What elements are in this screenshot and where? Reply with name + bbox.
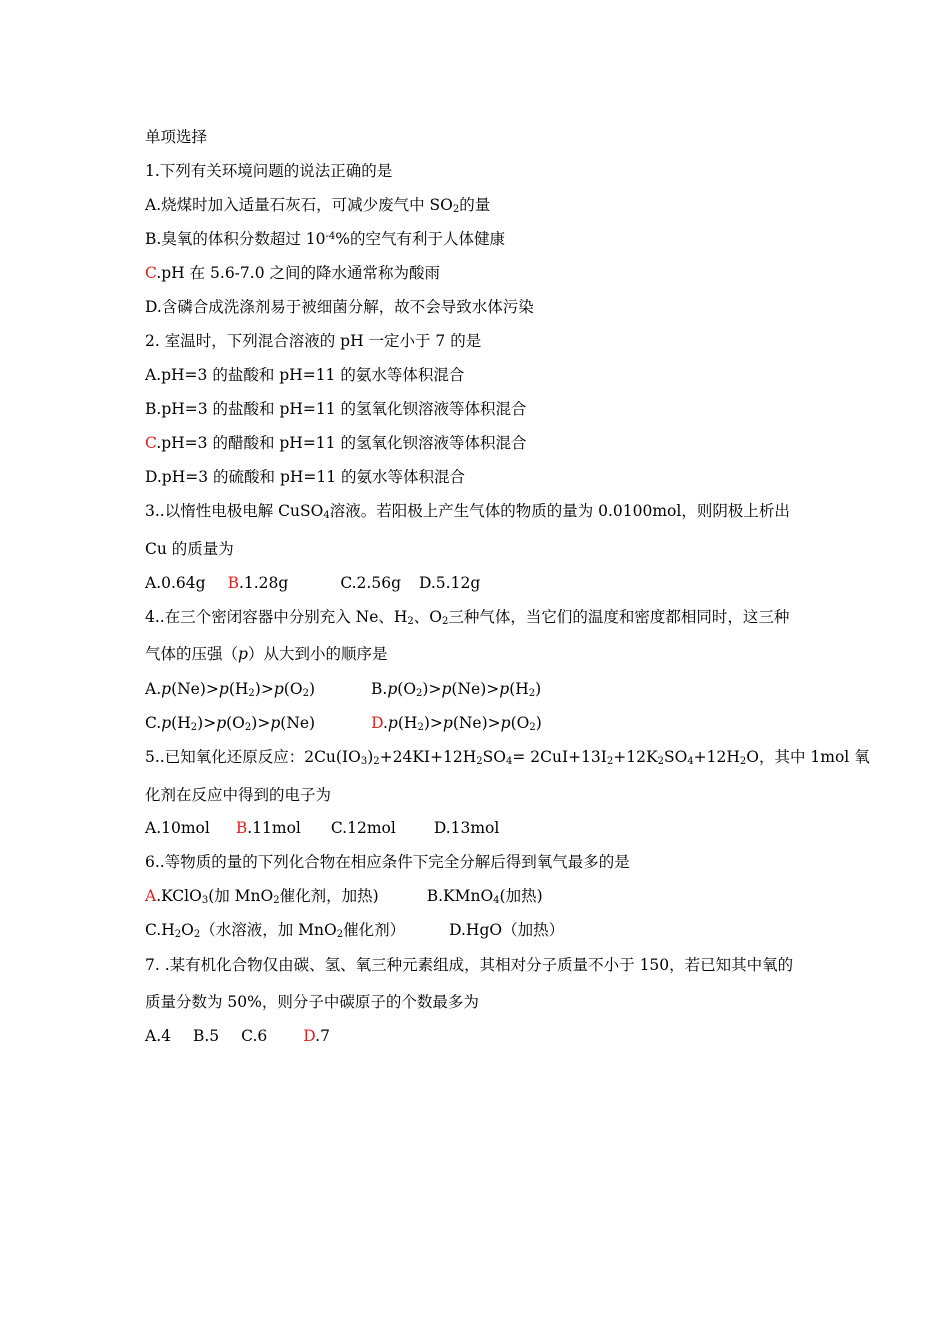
question-6-stem: 6..等物质的量的下列化合物在相应条件下完全分解后得到氧气最多的是 — [145, 853, 630, 871]
question-6-options-row1 — [145, 886, 543, 906]
question-5-option-c: C.12mol — [330, 819, 396, 837]
question-1-option-c: C.pH 在 5.6-7.0 之间的降水通常称为酸雨 — [145, 264, 440, 282]
question-2-option-c: C.pH=3 的醋酸和 pH=11 的氢氧化钡溶液等体积混合 — [145, 434, 527, 452]
question-5-stem-line2: 化剂在反应中得到的电子为 — [145, 786, 332, 804]
question-4-stem: 4..在三个密闭容器中分别充入 Ne、$H_2$、$O_2$三种气体，当它们的温度和密度都相同时，这三种 — [145, 608, 790, 627]
question-7-option-c: C.6 — [241, 1027, 268, 1045]
answer-marker: B — [227, 574, 239, 592]
question-6-option-a: A.KClO$_3$(加 MnO$_2$催化剂，加热) — [145, 887, 379, 906]
question-4-option-c: $C.p(H_2)>p(O_2)>p(Ne)$ — [145, 714, 316, 733]
question-4-options-row2 — [145, 713, 542, 733]
question-4-options-row1 — [145, 679, 541, 699]
question-7-option-d: .7 — [315, 1027, 330, 1045]
question-7-stem: 7. .某有机化合物仅由碳、氢、氧三种元素组成，其相对分子质量不小于 150，若已知其中氧的 — [145, 956, 794, 974]
question-4-option-a: $A.p(Ne)>p(H_2)>p(O_2)$ — [145, 680, 315, 699]
answer-marker: B — [235, 819, 248, 837]
question-5-option-d: D.13mol — [433, 819, 500, 837]
question-7-option-a: A.4 — [145, 1027, 171, 1045]
question-3-option-b: .1.28g — [238, 574, 289, 592]
question-2-stem: 2. 室温时，下列混合溶液的 pH 一定小于 7 的是 — [145, 332, 482, 350]
question-1-option-a: A.烧煤时加入适量石灰石，可减少废气中 $SO_2$的量 — [145, 196, 491, 215]
question-3-option-d: D.5.12g — [419, 574, 481, 592]
answer-marker: D — [303, 1027, 316, 1045]
question-7-options — [145, 1026, 330, 1046]
answer-marker: D — [371, 714, 383, 732]
answer-marker: A — [145, 887, 157, 905]
question-6-option-d: D.HgO（加热） — [449, 921, 565, 939]
question-7-option-b: B.5 — [192, 1027, 220, 1045]
question-7-stem-line2: 质量分数为 50%，则分子中碳原子的个数最多为 — [145, 993, 479, 1011]
question-3-stem-line2: Cu 的质量为 — [145, 540, 234, 558]
section-title: 单项选择 — [145, 128, 208, 146]
question-1-option-b: B.臭氧的体积分数超过 $10^{-4}\%$的空气有利于人体健康 — [145, 230, 505, 248]
question-3-stem: 3..以惰性电极电解 CuSO$_4$溶液。若阳极上产生气体的物质的量为 0.0100mol，则阴极上析出 — [145, 502, 790, 521]
question-5-options — [145, 818, 499, 838]
question-1-stem: 1.下列有关环境问题的说法正确的是 — [145, 162, 393, 180]
question-1-option-d: D.含磷合成洗涤剂易于被细菌分解，故不会导致水体污染 — [145, 298, 534, 316]
question-3-options — [145, 573, 480, 593]
question-2-option-b: B.pH=3 的盐酸和 pH=11 的氢氧化钡溶液等体积混合 — [145, 400, 527, 418]
question-5-option-b: .11mol — [247, 819, 301, 837]
question-2-option-a: A.pH=3 的盐酸和 pH=11 的氨水等体积混合 — [145, 366, 465, 384]
question-6-options-row2 — [145, 920, 564, 940]
question-6-option-c: $C.H_2O_2$（水溶液，加 MnO$_2$催化剂） — [145, 921, 406, 940]
question-4-stem-line2: 气体的压强（p）从大到小的顺序是 — [145, 645, 388, 663]
question-4-option-d: $D.p(H_2)>p(Ne)>p(O_2)$ — [371, 714, 542, 733]
question-5-option-a: A.10mol — [145, 819, 210, 837]
question-2-option-d: D.pH=3 的硫酸和 pH=11 的氨水等体积混合 — [145, 468, 466, 486]
answer-marker: C — [145, 264, 157, 282]
question-3-option-a: A.0.64g — [145, 574, 206, 592]
question-4-option-b: $B.p(O_2)>p(Ne)>p(H_2)$ — [371, 680, 542, 699]
answer-marker: C — [145, 434, 157, 452]
question-5-stem: 5..已知氧化还原反应：$2Cu(IO_3)_2+24KI+12H_2SO_4= 2CuI+13I_2+12K_2SO_4+12H_2O$，其中 1mol 氧 — [145, 748, 870, 767]
question-6-option-b: B.KMnO$_4$(加热) — [426, 887, 543, 906]
question-3-option-c: C.2.56g — [340, 574, 401, 592]
